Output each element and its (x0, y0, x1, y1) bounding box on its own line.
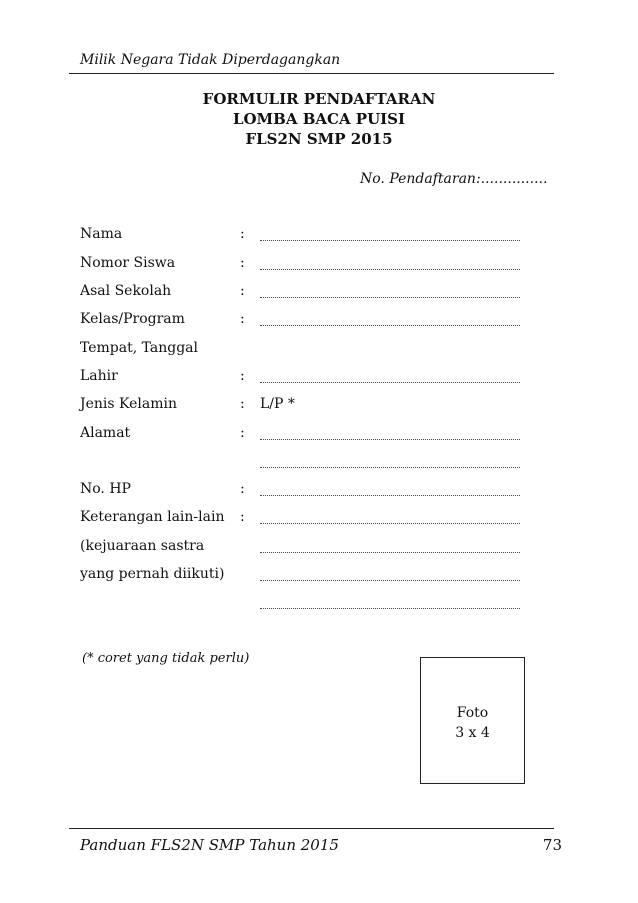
colon: : (240, 509, 245, 525)
colon: : (240, 283, 245, 299)
label-nomor-siswa: Nomor Siswa (80, 255, 176, 271)
label-alamat: Alamat (80, 425, 131, 441)
label-nama: Nama (80, 226, 123, 242)
colon: : (240, 311, 245, 327)
label-kejuaraan: (kejuaraan sastra (80, 538, 205, 554)
photo-label (420, 703, 525, 743)
fill-line-asal-sekolah[interactable] (260, 297, 520, 298)
label-keterangan: Keterangan lain-lain (80, 509, 225, 525)
form-title-line3: FLS2N SMP 2015 (245, 130, 393, 148)
page-number: 73 (542, 836, 562, 854)
fill-line-nama[interactable] (260, 240, 520, 241)
label-tempat-tanggal: Tempat, Tanggal (80, 340, 199, 356)
registration-number-field[interactable]: No. Pendaftaran:............... (360, 171, 548, 187)
form-title-line1: FORMULIR PENDAFTARAN (202, 90, 436, 108)
header-divider (69, 73, 554, 74)
fill-line-alamat-2[interactable] (260, 467, 520, 468)
fill-line-keterangan-3[interactable] (260, 580, 520, 581)
label-lahir: Lahir (80, 368, 118, 384)
label-kelas-program: Kelas/Program (80, 311, 185, 327)
fill-line-kelas-program[interactable] (260, 325, 520, 326)
footer-divider (69, 828, 554, 829)
form-title-line2: LOMBA BACA PUISI (232, 110, 406, 128)
fill-line-keterangan-4[interactable] (260, 608, 520, 609)
fill-line-nomor-siswa[interactable] (260, 269, 520, 270)
label-no-hp: No. HP (80, 481, 131, 497)
label-jenis-kelamin: Jenis Kelamin (80, 396, 177, 412)
footer-text: Panduan FLS2N SMP Tahun 2015 (80, 836, 339, 854)
fill-line-alamat-1[interactable] (260, 439, 520, 440)
fill-line-keterangan-1[interactable] (260, 523, 520, 524)
colon: : (240, 226, 245, 242)
colon: : (240, 481, 245, 497)
colon: : (240, 425, 245, 441)
header-text: Milik Negara Tidak Diperdagangkan (80, 52, 341, 68)
label-asal-sekolah: Asal Sekolah (80, 283, 172, 299)
colon: : (240, 255, 245, 271)
colon: : (240, 368, 245, 384)
footnote: (* coret yang tidak perlu) (82, 651, 250, 666)
fill-line-no-hp[interactable] (260, 495, 520, 496)
fill-line-tempat-tanggal-lahir[interactable] (260, 382, 520, 383)
photo-label-line1: Foto (456, 705, 489, 721)
fill-line-keterangan-2[interactable] (260, 552, 520, 553)
label-yang-pernah: yang pernah diikuti) (80, 566, 225, 582)
photo-label-line2: 3 x 4 (455, 725, 490, 741)
colon: : (240, 396, 245, 412)
gender-option[interactable]: L/P * (260, 396, 295, 412)
